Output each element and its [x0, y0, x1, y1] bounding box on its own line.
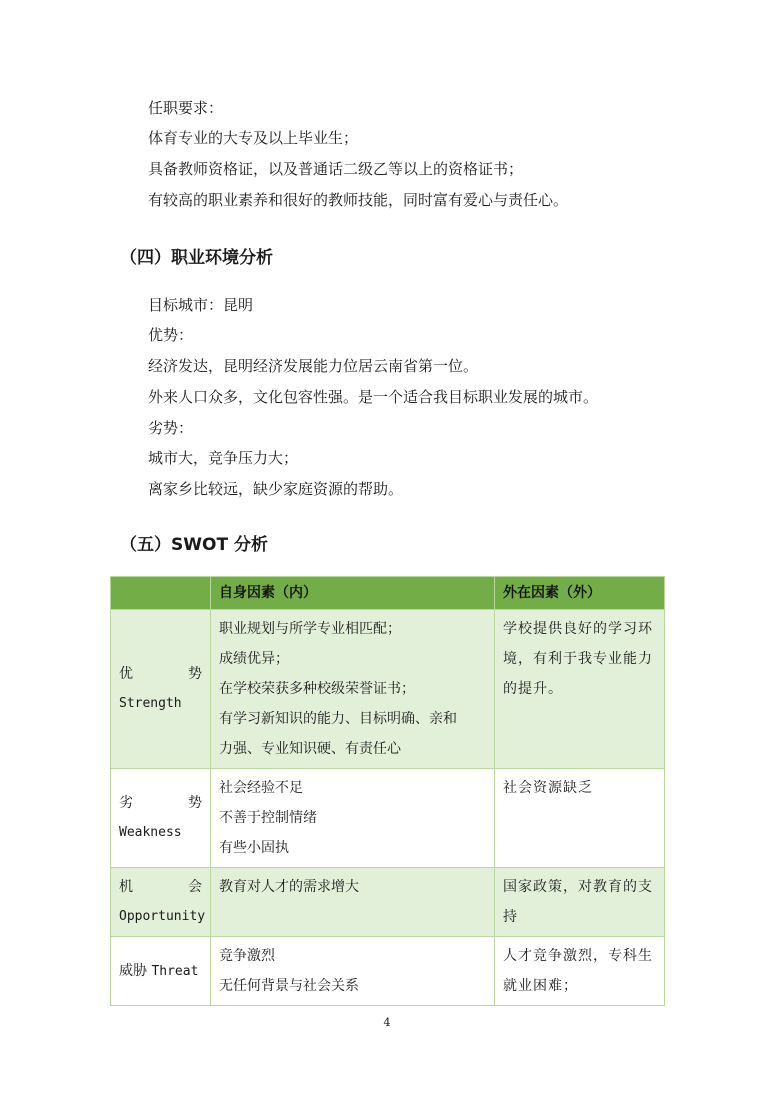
swot-table [110, 576, 665, 1006]
list-item: 教育对人才的需求增大 [219, 879, 359, 895]
label-char: 优 [119, 666, 133, 682]
section-heading-environment: （四）职业环境分析 [120, 248, 273, 268]
list-item: 有学习新知识的能力、目标明确、亲和 [219, 711, 457, 727]
list-item: 不善于控制情绪 [219, 810, 317, 826]
label-zh: 威胁 [119, 962, 147, 979]
swot-label-threat [111, 937, 211, 1006]
list-item: 力强、专业知识硬、有责任心 [219, 741, 401, 757]
swot-row-threat [111, 937, 665, 1006]
label-char: 势 [188, 795, 202, 811]
swot-strength-internal [211, 610, 495, 769]
swot-header-external: 外在因素（外） [495, 577, 665, 610]
label-char: 机 [119, 879, 133, 895]
swot-threat-internal [211, 937, 495, 1006]
advantage-line: 外来人口众多，文化包容性强。是一个适合我目标职业发展的城市。 [148, 388, 599, 406]
disadvantage-line: 离家乡比较远，缺少家庭资源的帮助。 [148, 480, 404, 498]
requirement-line: 有较高的职业素养和很好的教师技能，同时富有爱心与责任心。 [148, 191, 569, 209]
requirement-line: 具备教师资格证，以及普通话二级乙等以上的资格证书； [148, 160, 524, 178]
list-item: 无任何背景与社会关系 [219, 978, 359, 994]
requirements-title: 任职要求： [148, 99, 224, 117]
label-char: 会 [188, 879, 202, 895]
requirement-line: 体育专业的大专及以上毕业生； [148, 129, 359, 147]
label-en: Opportunity [119, 909, 206, 924]
swot-row-strength [111, 610, 665, 769]
swot-label-strength [111, 610, 211, 769]
label-char: 劣 [119, 795, 133, 811]
label-en: Threat [151, 963, 199, 979]
label-en: Strength [119, 696, 182, 711]
label-char: 势 [188, 666, 202, 682]
disadvantage-line: 城市大，竞争压力大； [148, 449, 299, 467]
advantage-line: 经济发达，昆明经济发展能力位居云南省第一位。 [148, 357, 479, 375]
list-item: 在学校荣获多种校级荣誉证书； [219, 681, 415, 697]
list-item: 有些小固执 [219, 840, 289, 856]
swot-opportunity-external: 国家政策，对教育的支持 [495, 868, 665, 937]
swot-label-opportunity [111, 868, 211, 937]
swot-row-weakness [111, 769, 665, 868]
list-item: 社会经验不足 [219, 780, 303, 796]
swot-opportunity-internal [211, 868, 495, 937]
list-item: 成绩优异； [219, 651, 289, 667]
list-item: 职业规划与所学专业相匹配； [219, 621, 401, 637]
swot-weakness-internal [211, 769, 495, 868]
target-city: 目标城市：昆明 [148, 296, 254, 314]
swot-corner-cell [111, 577, 211, 610]
section-heading-swot: （五）SWOT 分析 [120, 535, 268, 555]
swot-strength-external: 学校提供良好的学习环境，有利于我专业能力的提升。 [495, 610, 665, 769]
swot-label-weakness [111, 769, 211, 868]
swot-header-internal: 自身因素（内） [211, 577, 495, 610]
disadvantages-title: 劣势： [148, 419, 194, 437]
swot-row-opportunity [111, 868, 665, 937]
advantages-title: 优势： [148, 326, 194, 344]
label-en: Weakness [119, 825, 182, 840]
list-item: 竞争激烈 [219, 948, 275, 964]
swot-header-row [111, 577, 665, 610]
page-number: 4 [383, 1016, 391, 1029]
swot-weakness-external: 社会资源缺乏 [495, 769, 665, 868]
swot-threat-external: 人才竞争激烈，专科生就业困难； [495, 937, 665, 1006]
